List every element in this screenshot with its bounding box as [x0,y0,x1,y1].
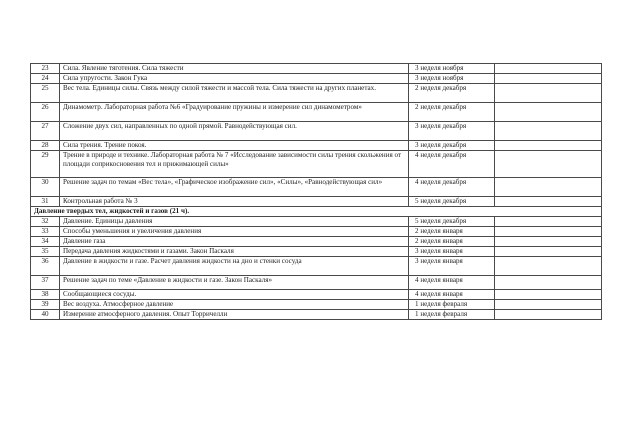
lesson-week: 3 неделя января [409,257,495,276]
lesson-note [495,247,602,257]
lesson-number: 28 [31,141,60,151]
lesson-topic: Сообщающиеся сосуды. [60,290,409,300]
table-row [31,103,602,122]
table-row [31,276,602,290]
table-row [31,141,602,151]
table-row [31,310,602,320]
lesson-note [495,217,602,227]
lesson-number: 35 [31,247,60,257]
lesson-week: 3 неделя декабря [409,141,495,151]
lesson-topic: Сила трения. Трение покоя. [60,141,409,151]
lesson-topic: Давление газа [60,237,409,247]
lesson-note [495,276,602,290]
lesson-topic: Давление в жидкости и газе. Расчет давления жидкости на дно и стенки сосуда [60,257,409,276]
section-row [31,207,602,217]
lesson-note [495,84,602,103]
lesson-note [495,151,602,178]
lesson-number: 27 [31,122,60,141]
lesson-number: 29 [31,151,60,178]
lesson-number: 33 [31,227,60,237]
lesson-number: 31 [31,197,60,207]
lesson-topic: Контрольная работа № 3 [60,197,409,207]
table-row [31,247,602,257]
lesson-note [495,257,602,276]
lesson-week: 2 неделя января [409,227,495,237]
lesson-topic: Способы уменьшения и увеличения давления [60,227,409,237]
lesson-note [495,141,602,151]
lesson-note [495,310,602,320]
lesson-topic: Вес воздуха. Атмосферное давление [60,300,409,310]
table-row [31,300,602,310]
lesson-week: 4 неделя декабря [409,178,495,197]
lesson-week: 2 неделя января [409,237,495,247]
table-row [31,122,602,141]
lesson-note [495,197,602,207]
lesson-topic: Сила. Явление тяготения. Сила тяжести [60,64,409,74]
lesson-note [495,103,602,122]
lesson-week: 4 неделя декабря [409,151,495,178]
lesson-number: 23 [31,64,60,74]
lesson-week: 1 неделя февраля [409,310,495,320]
lesson-week: 3 неделя декабря [409,122,495,141]
lesson-note [495,74,602,84]
lesson-topic: Измерение атмосферного давления. Опыт Торричелли [60,310,409,320]
lesson-topic: Давление. Единицы давления [60,217,409,227]
section-heading: Давление твердых тел, жидкостей и газов (21 ч). [31,207,602,217]
table-row [31,197,602,207]
lesson-number: 34 [31,237,60,247]
lesson-week: 1 неделя февраля [409,300,495,310]
lesson-topic: Динамометр. Лабораторная работа №6 «Градуирование пружины и измерение сил динамометром» [60,103,409,122]
lesson-week: 4 неделя января [409,290,495,300]
lesson-week: 4 неделя января [409,276,495,290]
lesson-week: 3 неделя января [409,247,495,257]
lesson-week: 2 неделя декабря [409,103,495,122]
lesson-week: 3 неделя ноября [409,74,495,84]
lesson-week: 5 неделя декабря [409,197,495,207]
lesson-plan-table [30,63,602,320]
lesson-week: 2 неделя декабря [409,84,495,103]
table-row [31,151,602,178]
table-row [31,64,602,74]
table-row [31,290,602,300]
lesson-number: 39 [31,300,60,310]
lesson-topic: Решение задач по теме «Давление в жидкости и газе. Закон Паскаля» [60,276,409,290]
lesson-number: 38 [31,290,60,300]
lesson-topic: Сложение двух сил, направленных по одной прямой. Равнодействующая сил. [60,122,409,141]
table-row [31,74,602,84]
lesson-note [495,300,602,310]
lesson-week: 5 неделя декабря [409,217,495,227]
lesson-topic: Решение задач по темам «Вес тела», «Графическое изображение сил», «Силы», «Равнодействующая сил» [60,178,409,197]
table-row [31,217,602,227]
lesson-number: 30 [31,178,60,197]
lesson-topic: Вес тела. Единицы силы. Связь между силой тяжести и массой тела. Сила тяжести на других планетах. [60,84,409,103]
table-row [31,237,602,247]
lesson-note [495,64,602,74]
lesson-note [495,227,602,237]
lesson-number: 40 [31,310,60,320]
lesson-number: 25 [31,84,60,103]
lesson-number: 37 [31,276,60,290]
lesson-number: 26 [31,103,60,122]
lesson-number: 32 [31,217,60,227]
table-row [31,84,602,103]
lesson-plan-body [31,64,602,320]
lesson-note [495,290,602,300]
table-row [31,227,602,237]
lesson-topic: Сила упругости. Закон Гука [60,74,409,84]
lesson-note [495,178,602,197]
lesson-note [495,237,602,247]
table-row [31,257,602,276]
lesson-number: 24 [31,74,60,84]
lesson-note [495,122,602,141]
table-row [31,178,602,197]
lesson-number: 36 [31,257,60,276]
lesson-topic: Трение в природе и технике. Лабораторная работа № 7 «Исследование зависимости силы трения скольжения от площади соприкосновения тел и прижимающей силы» [60,151,409,178]
lesson-week: 3 неделя ноября [409,64,495,74]
lesson-topic: Передача давления жидкостями и газами. Закон Паскаля [60,247,409,257]
